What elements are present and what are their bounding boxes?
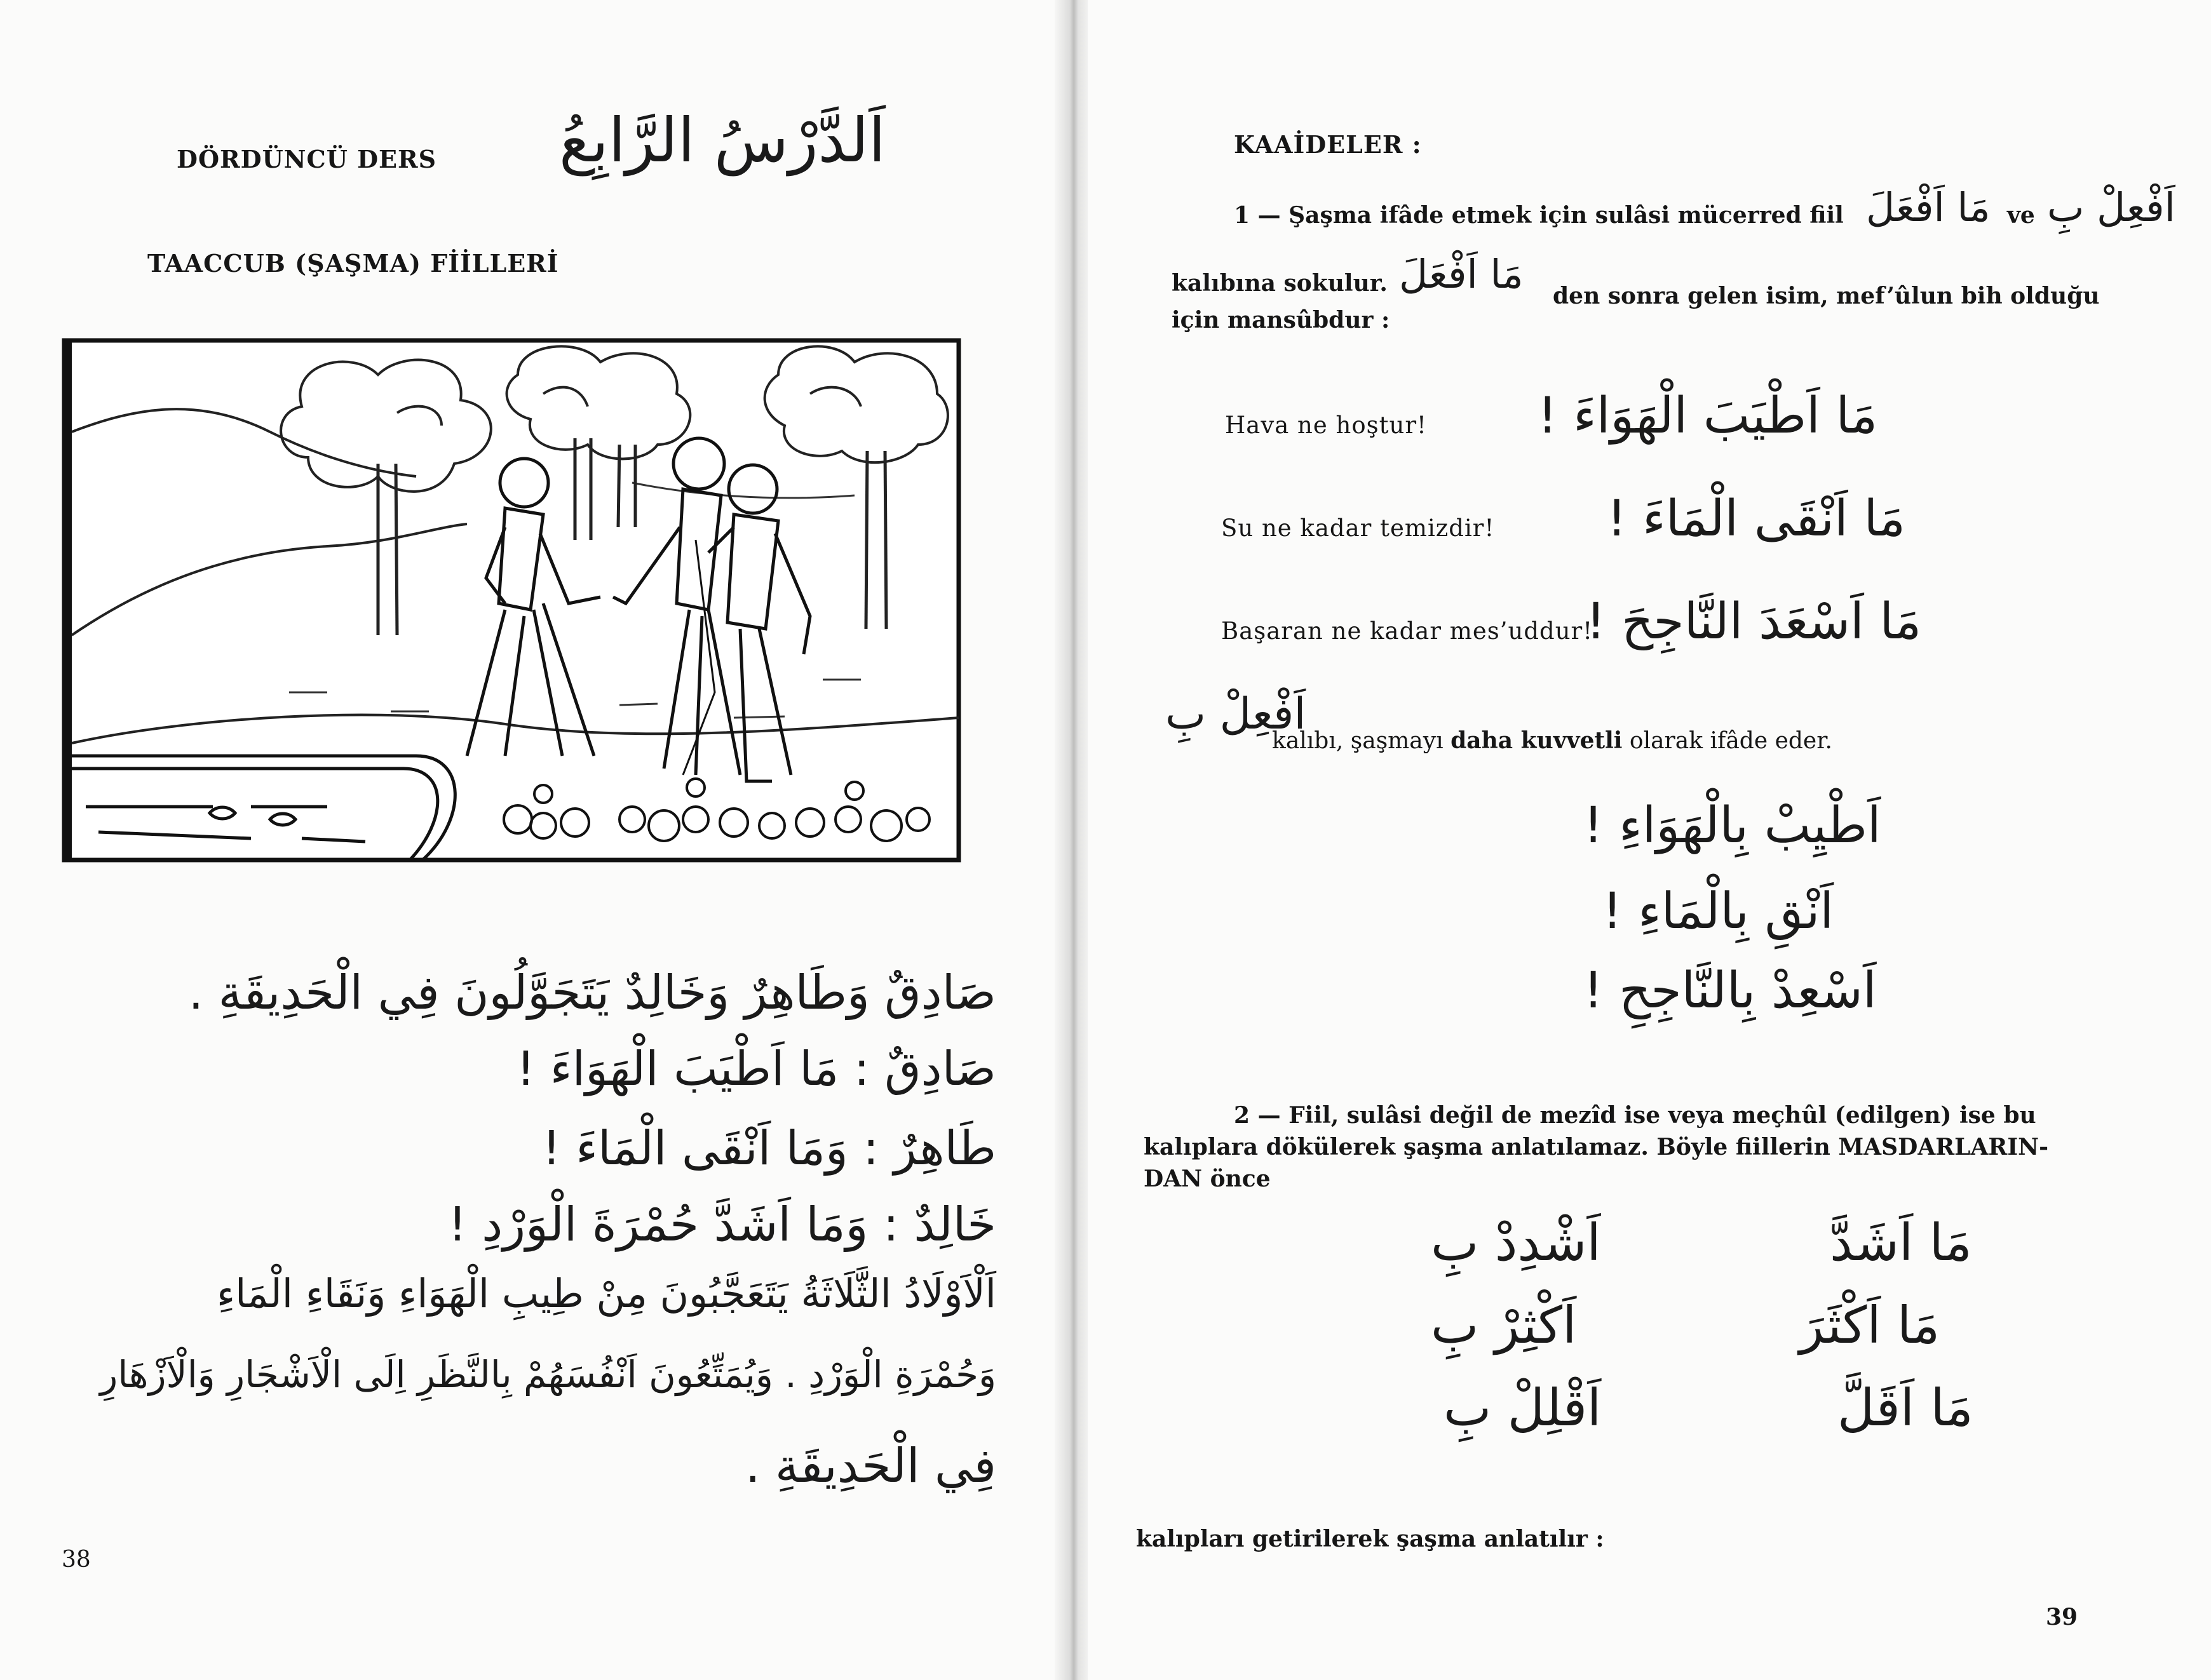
rule1-line2-suffix: den sonra gelen isim, mef’ûlun bih olduğu (1553, 283, 2100, 309)
dialogue-line: صَادِقٌ : مَا اَطْيَبَ الْهَوَاءَ ! (516, 1042, 996, 1096)
pair-right: مَا اَقَلَّ (1837, 1378, 1973, 1437)
book-spine (1055, 0, 1093, 1680)
pair-left: اَقْلِلْ بِ (1444, 1378, 1602, 1437)
dialogue-line: طَاهِرٌ : وَمَا اَنْقَى الْمَاءَ ! (542, 1121, 996, 1176)
rule1-line2-prefix: kalıbına sokulur. (1172, 270, 1388, 297)
closing-text: kalıpları getirilerek şaşma anlatılır : (1136, 1526, 1604, 1552)
park-illustration (60, 337, 963, 864)
rule1-line2-arabic: مَا اَفْعَلَ (1399, 251, 1524, 297)
example-arabic: مَا اَنْقَى الْمَاءَ ! (1607, 490, 1906, 548)
strong-example: اَطْيِبْ بِالْهَوَاءِ ! (1583, 797, 1881, 854)
pattern-note-arabic: اَفْعِلْ بِ (1165, 689, 1306, 739)
dialogue-line: وَحُمْرَةِ الْوَرْدِ . وَيُمَتِّعُونَ اَنْفُسَهُمْ بِالنَّظَرِ اِلَى الْاَشْجَارِ وَالْاَزْهَارِ (100, 1353, 996, 1396)
pair-right: مَا اَكْثَرَ (1799, 1296, 1940, 1355)
dialogue-line: صَادِقٌ وَطَاهِرٌ وَخَالِدٌ يَتَجَوَّلُونَ فِي الْحَدِيقَةِ . (188, 965, 996, 1020)
rule2-line2: kalıplara dökülerek şaşma anlatılamaz. Böyle fiillerin MASDARLARIN- (1144, 1134, 2049, 1160)
example-arabic: مَا اَسْعَدَ النَّاجِحَ ! (1586, 593, 1922, 650)
rule1-line3: için mansûbdur : (1172, 307, 1390, 333)
left-page (0, 0, 1060, 1680)
right-page (1088, 0, 2211, 1680)
section-title: TAACCUB (ŞAŞMA) FİİLLERİ (147, 249, 559, 278)
lesson-label: DÖRDÜNCÜ DERS (177, 145, 437, 173)
lesson-title-arabic: اَلدَّرْسُ الرَّابِعُ (559, 105, 886, 176)
example-turkish: Su ne kadar temizdir! (1221, 514, 1495, 542)
example-arabic: مَا اَطْيَبَ الْهَوَاءَ ! (1538, 387, 1878, 445)
example-turkish: Başaran ne kadar mes’uddur! (1221, 617, 1593, 645)
rule2-line1: 2 — Fiil, sulâsi değil de mezîd ise veya meçhûl (edilgen) ise bu (1234, 1102, 2036, 1129)
rule1-arabic-pattern-2: اَفْعِلْ بِ (2047, 184, 2175, 231)
strong-example: اَسْعِدْ بِالنَّاجِحِ ! (1583, 962, 1877, 1019)
strong-example: اَنْقِ بِالْمَاءِ ! (1602, 883, 1834, 940)
rules-heading: KAAİDELER : (1234, 130, 1422, 159)
pattern-note-text: kalıbı, şaşmayı daha kuvvetli olarak ifâde eder. (1272, 727, 1832, 754)
rule1-arabic-pattern-1: مَا اَفْعَلَ (1866, 184, 1991, 231)
dialogue-line: خَالِدٌ : وَمَا اَشَدَّ حُمْرَةَ الْوَرْدِ ! (448, 1197, 996, 1252)
pair-right: مَا اَشَدَّ (1830, 1213, 1972, 1272)
rule1-connector: ve (2007, 202, 2035, 229)
example-turkish: Hava ne hoştur! (1225, 412, 1427, 439)
page-number-left: 38 (62, 1547, 91, 1573)
rule2-line3: DAN önce (1144, 1166, 1271, 1192)
pair-left: اَشْدِدْ بِ (1431, 1213, 1601, 1272)
dialogue-line: اَلْاَوْلَادُ الثَّلَاثَةُ يَتَعَجَّبُونَ مِنْ طِيبِ الْهَوَاءِ وَنَقَاءِ الْمَاءِ (217, 1270, 996, 1317)
pair-left: اَكْثِرْ بِ (1431, 1296, 1577, 1355)
dialogue-line: فِي الْحَدِيقَةِ . (745, 1439, 996, 1493)
page-number-right: 39 (2046, 1604, 2078, 1630)
rule1-prefix: 1 — Şaşma ifâde etmek için sulâsi mücerred fiil (1234, 202, 1844, 229)
